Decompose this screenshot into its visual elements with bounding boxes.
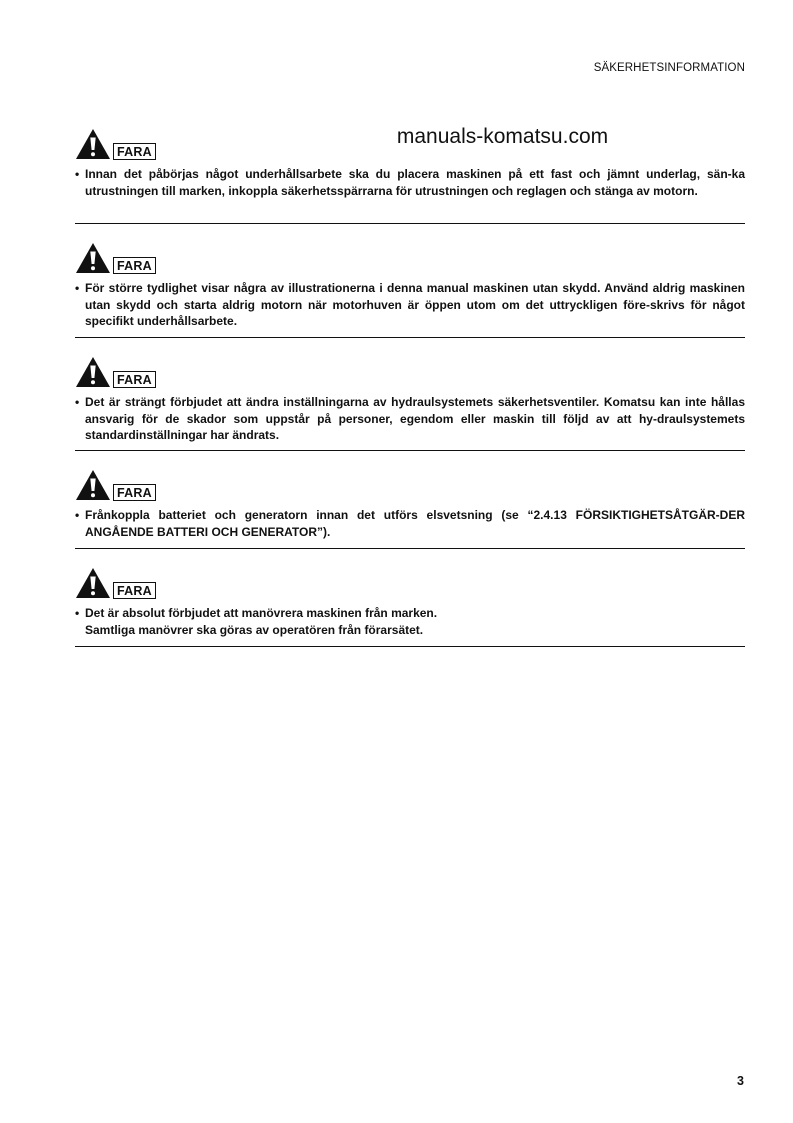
bullet: • [75,167,80,181]
warning-text-line: Samtliga manövrer ska göras av operatören från förarsätet. [85,622,424,637]
watermark: manuals-komatsu.com [396,125,609,148]
bullet: • [75,508,80,522]
bullet: • [75,395,80,409]
divider [75,548,745,549]
warning-item [75,507,745,540]
danger-label: FARA [113,143,156,160]
danger-tag [75,469,745,501]
danger-tag [75,128,745,160]
bullet: • [75,281,80,295]
divider [75,450,745,451]
warning-triangle-icon [75,356,111,388]
warning-text: Frånkoppla batteriet och generatorn innan det utförs elsvetsning (se “2.4.13 FÖRSIKTIGHETSÅTGÄR-DER ANGÅENDE BATTERI OCH GENERATOR”). [85,508,745,539]
danger-tag [75,567,745,599]
warning-block-4 [75,469,745,540]
section-title: SÄKERHETSINFORMATION [593,62,745,74]
warning-block-5 [75,567,745,638]
warning-text: Det är strängt förbjudet att ändra inställningarna av hydraulsystemets säkerhetsventiler. Komatsu kan inte hållas ansvarig för de skador som uppstår på personer, egendom eller maskin till följd av att hy-draulsystemets standardinställningar har ändrats. [85,395,745,443]
bullet: • [75,606,80,620]
warning-triangle-icon [75,469,111,501]
warning-text [85,605,745,638]
warning-triangle-icon [75,567,111,599]
divider [75,337,745,338]
divider [75,646,745,647]
warning-item [75,605,745,638]
divider [75,223,745,224]
warning-triangle-icon [75,128,111,160]
warning-text: För större tydlighet visar några av illustrationerna i denna manual maskinen utan skydd. Använd aldrig maskinen utan skydd och starta aldrig motorn när motorhuven är öppen utom om det uttryckligen före-skrivs för något specifikt underhållsarbete. [85,281,745,329]
danger-tag [75,242,745,274]
warning-item [75,166,745,199]
page-number: 3 [737,1074,744,1088]
danger-tag [75,356,745,388]
warning-item [75,280,745,330]
danger-label: FARA [113,484,156,501]
danger-label: FARA [113,371,156,388]
danger-label: FARA [113,582,156,599]
warning-block-3 [75,356,745,444]
danger-label: FARA [113,257,156,274]
warning-triangle-icon [75,242,111,274]
warning-text-line: Det är absolut förbjudet att manövrera maskinen från marken. [85,606,438,620]
warning-block-1 [75,128,745,199]
warning-block-2 [75,242,745,330]
warning-text: Innan det påbörjas något underhållsarbete ska du placera maskinen på ett fast och jämnt underlag, sän-ka utrustningen till marken, inkoppla säkerhetsspärrarna för utrustningen och reglagen och stänga av motorn. [85,167,745,198]
warning-item [75,394,745,444]
